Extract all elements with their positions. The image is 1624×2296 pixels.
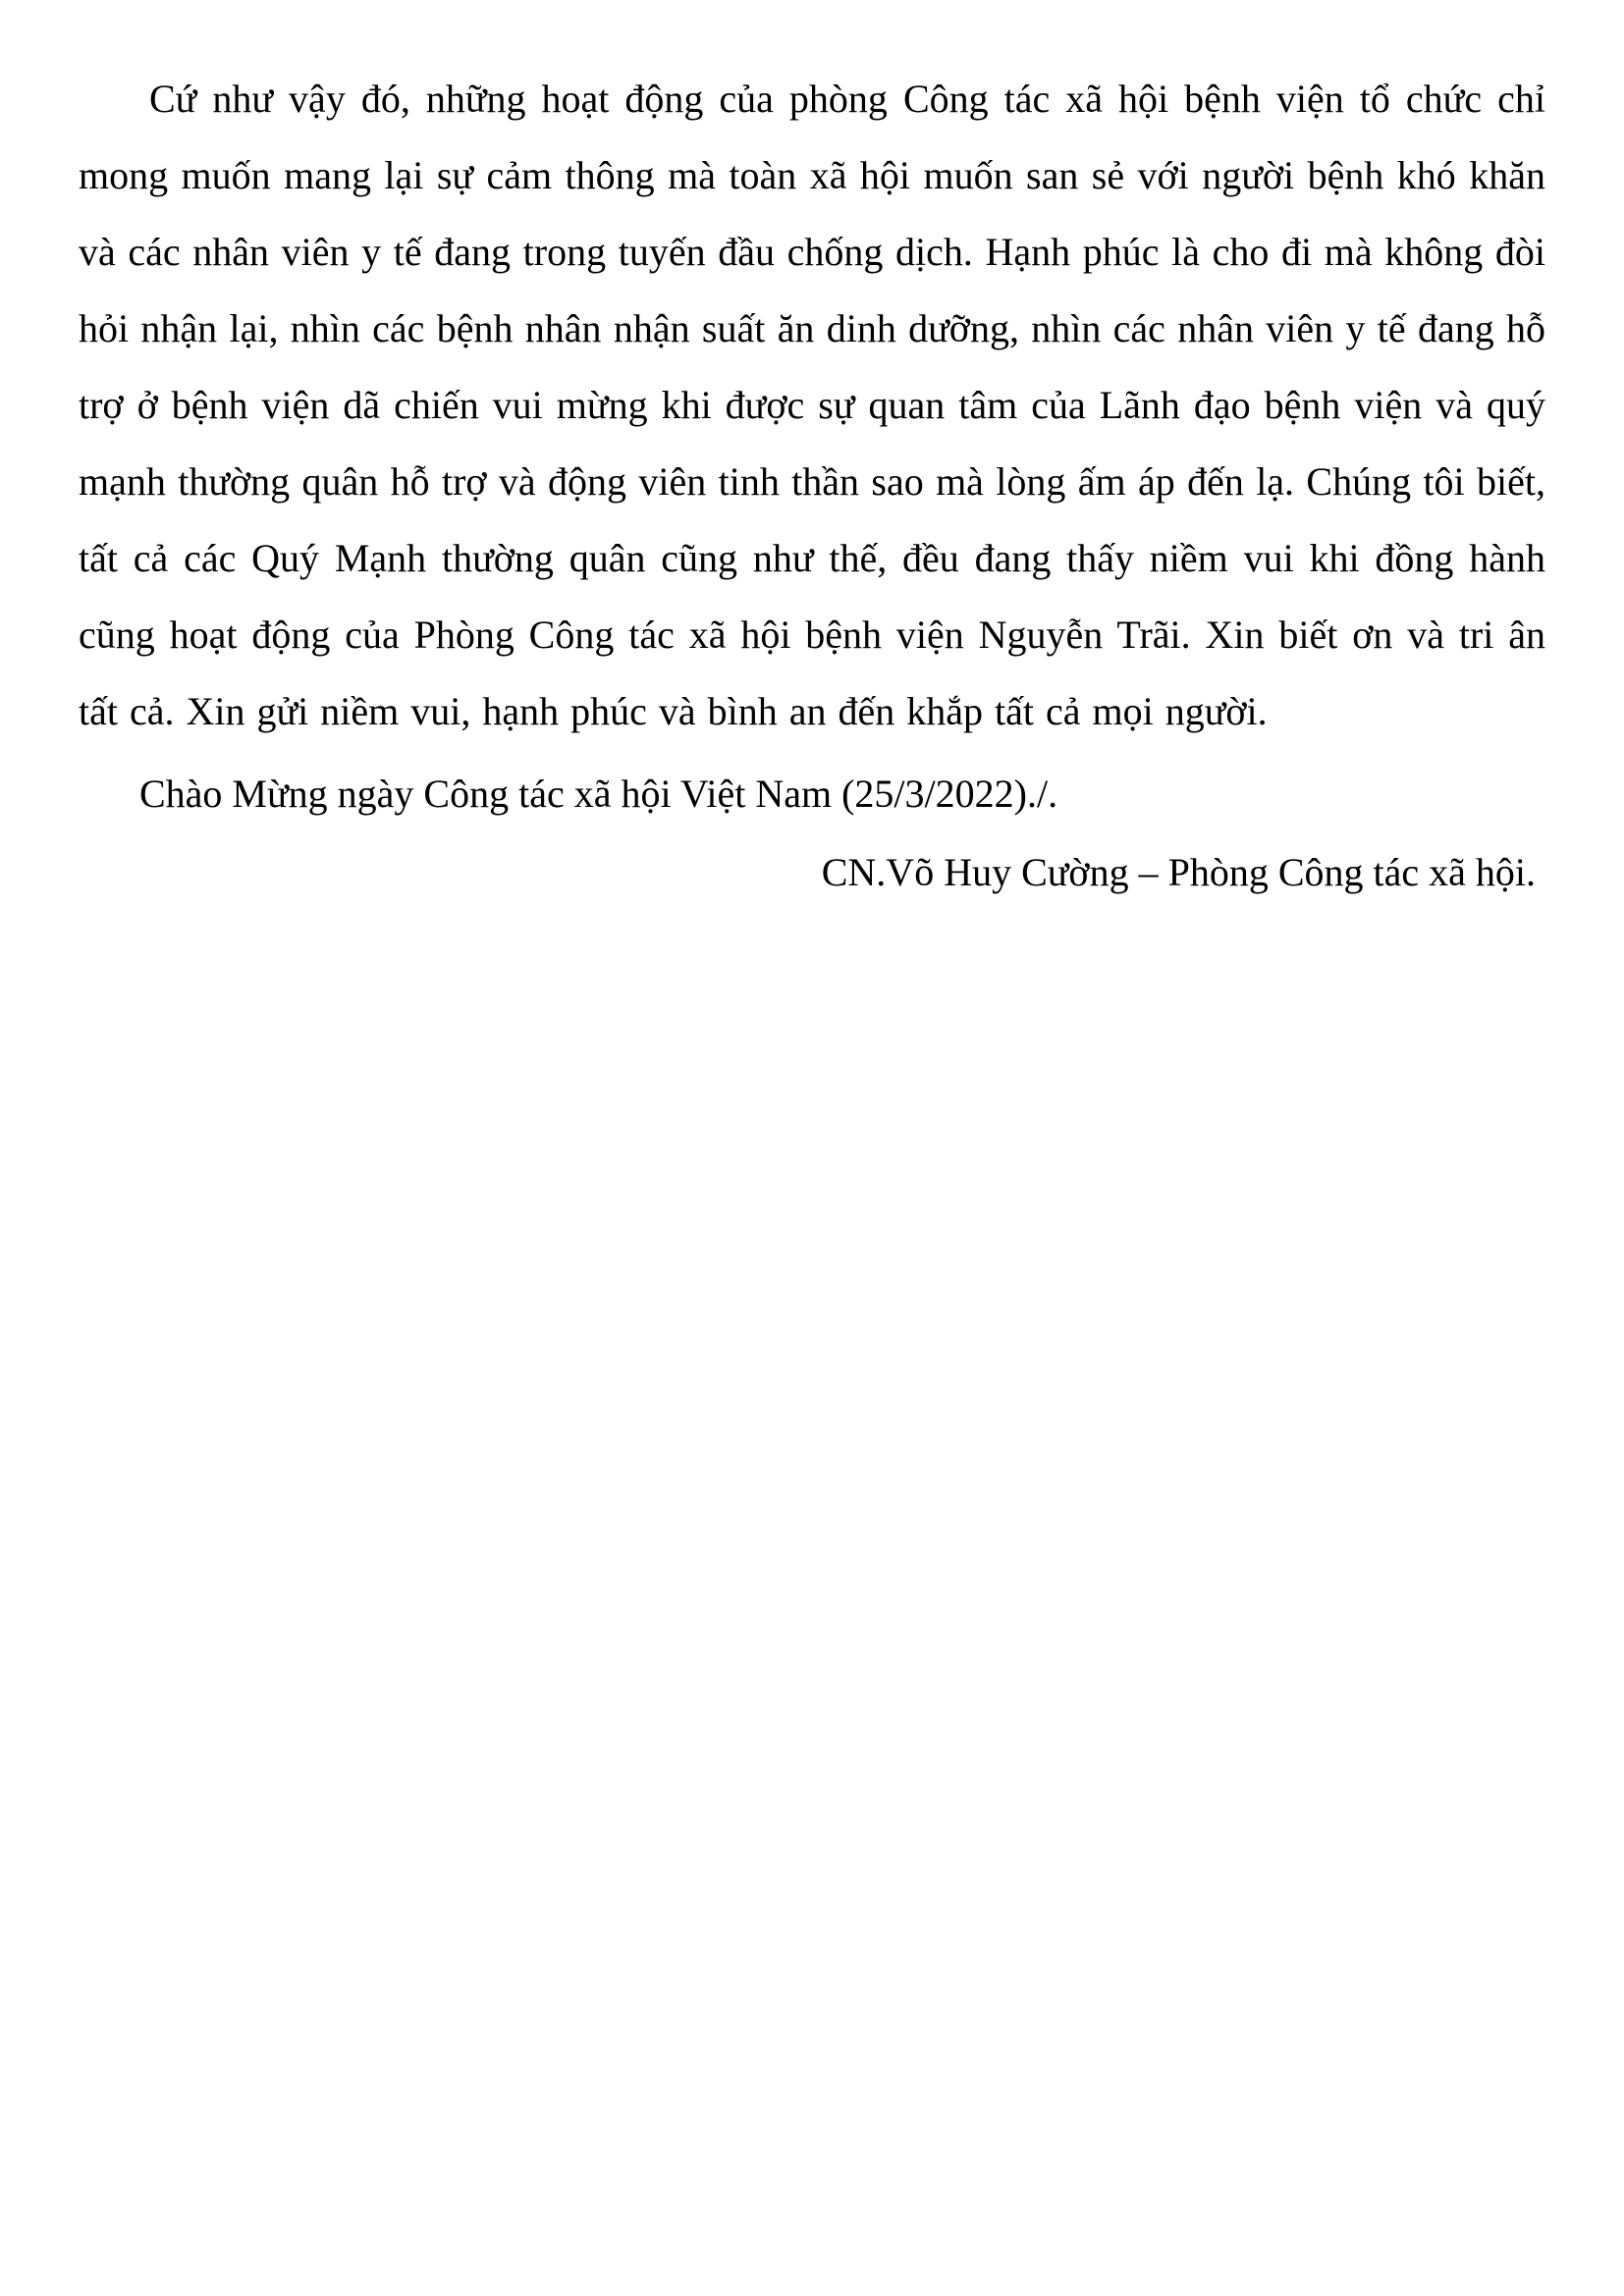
signature-line: CN.Võ Huy Cường – Phòng Công tác xã hội. [821, 850, 1536, 894]
body-paragraph: Cứ như vậy đó, những hoạt động của phòng Công tác xã hội bệnh viện tổ chức chỉ mong muốn mang lại sự cảm thông mà toàn xã hội muốn san sẻ với người bệnh khó khăn và các nhân viên y tế đang trong tuyến đầu chống dịch. Hạnh phúc là cho đi mà không đòi hỏi nhận lại, nhìn các bệnh nhân nhận suất ăn dinh dưỡng, nhìn các nhân viên y tế đang hỗ trợ ở bệnh viện dã chiến vui mừng khi được sự quan tâm của Lãnh đạo bệnh viện và quý mạnh thường quân hỗ trợ và động viên tinh thần sao mà lòng ấm áp đến lạ. Chúng tôi biết, tất cả các Quý Mạnh thường quân cũng như thế, đều đang thấy niềm vui khi đồng hành cũng hoạt động của Phòng Công tác xã hội bệnh viện Nguyễn Trãi. Xin biết ơn và tri ân tất cả. Xin gửi niềm vui, hạnh phúc và bình an đến khắp tất cả mọi người. [79, 77, 1545, 733]
document-body [79, 61, 1545, 911]
greeting-line: Chào Mừng ngày Công tác xã hội Việt Nam (25/3/2022)./. [139, 772, 1058, 816]
